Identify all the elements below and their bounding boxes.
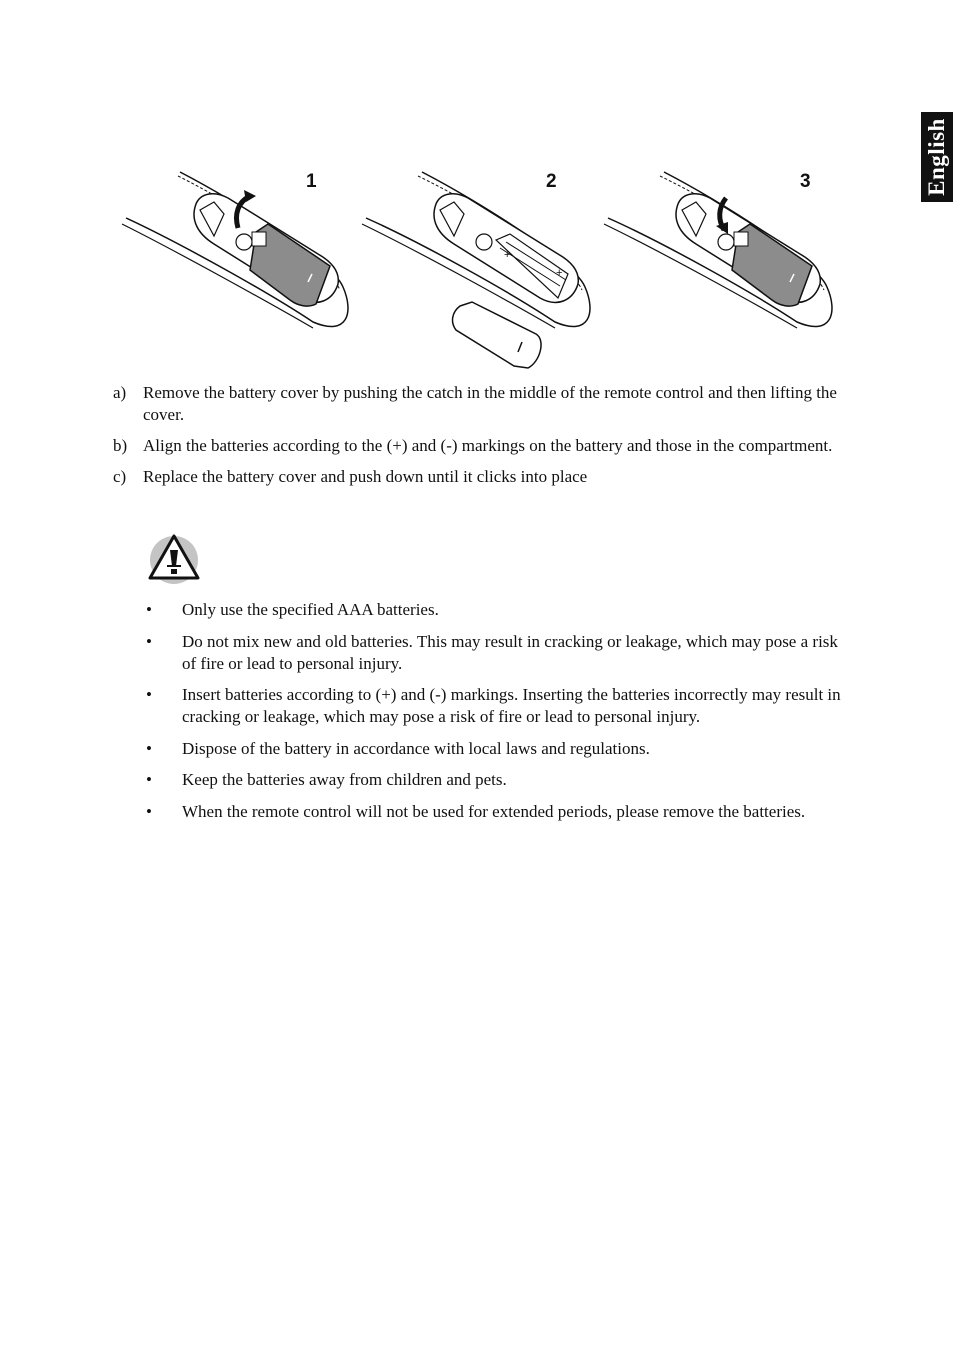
caution-text: Keep the batteries away from children and pets. — [182, 770, 507, 789]
instruction-item-b — [113, 435, 853, 457]
figure-panel-3 — [602, 162, 842, 377]
caution-item — [146, 631, 846, 675]
svg-text:+: + — [504, 249, 511, 261]
caution-item — [146, 769, 846, 791]
caution-text: Do not mix new and old batteries. This may result in cracking or leakage, which may pose a risk of fire or lead to personal injury. — [182, 631, 838, 673]
instruction-letter: c) — [113, 467, 127, 486]
instruction-list — [113, 382, 853, 497]
language-tab-label: English — [924, 118, 949, 196]
remote-close-cover-illustration — [602, 162, 842, 377]
bullet-mark: • — [146, 685, 152, 704]
caution-text: Only use the specified AAA batteries. — [182, 600, 439, 619]
caution-list — [146, 599, 846, 832]
caution-text: When the remote control will not be used for extended periods, please remove the batteries. — [182, 801, 806, 821]
bullet-mark: • — [146, 600, 152, 619]
bullet-mark: • — [146, 801, 152, 821]
caution-item — [146, 738, 846, 760]
remote-insert-batteries-illustration — [360, 162, 600, 377]
caution-item — [146, 801, 846, 823]
bullet-mark: • — [146, 631, 152, 651]
bullet-mark: • — [146, 770, 152, 789]
figure-panel-1 — [118, 162, 358, 377]
step-number-3: 3 — [800, 171, 811, 192]
figure-panel-2 — [360, 162, 600, 377]
bullet-mark: • — [146, 738, 152, 758]
instruction-item-a — [113, 382, 853, 426]
instruction-letter: a) — [113, 383, 127, 402]
step-number-2: 2 — [546, 171, 557, 192]
instruction-item-c — [113, 466, 853, 488]
caution-text: Dispose of the battery in accordance with local laws and regulations. — [182, 738, 650, 758]
caution-text: Insert batteries according to (+) and (-) markings. Inserting the batteries incorrectly may result in cracking or leakage, which may pose a risk of fire or lead to personal injury. — [182, 685, 841, 726]
instruction-text: Replace the battery cover and push down until it clicks into place — [143, 467, 588, 486]
step-number-1: 1 — [306, 171, 317, 192]
battery-installation-figure — [118, 162, 838, 377]
instruction-letter: b) — [113, 436, 128, 455]
language-tab — [921, 112, 953, 202]
svg-text:+: + — [556, 267, 563, 279]
caution-item — [146, 599, 846, 621]
instruction-text: Align the batteries according to the (+) and (-) markings on the battery and those in the compartment. — [143, 436, 833, 455]
remote-open-cover-illustration — [118, 162, 358, 377]
caution-item — [146, 684, 846, 728]
instruction-text: Remove the battery cover by pushing the catch in the middle of the remote control and then lifting the cover. — [143, 383, 837, 424]
warning-triangle-icon — [146, 530, 202, 586]
